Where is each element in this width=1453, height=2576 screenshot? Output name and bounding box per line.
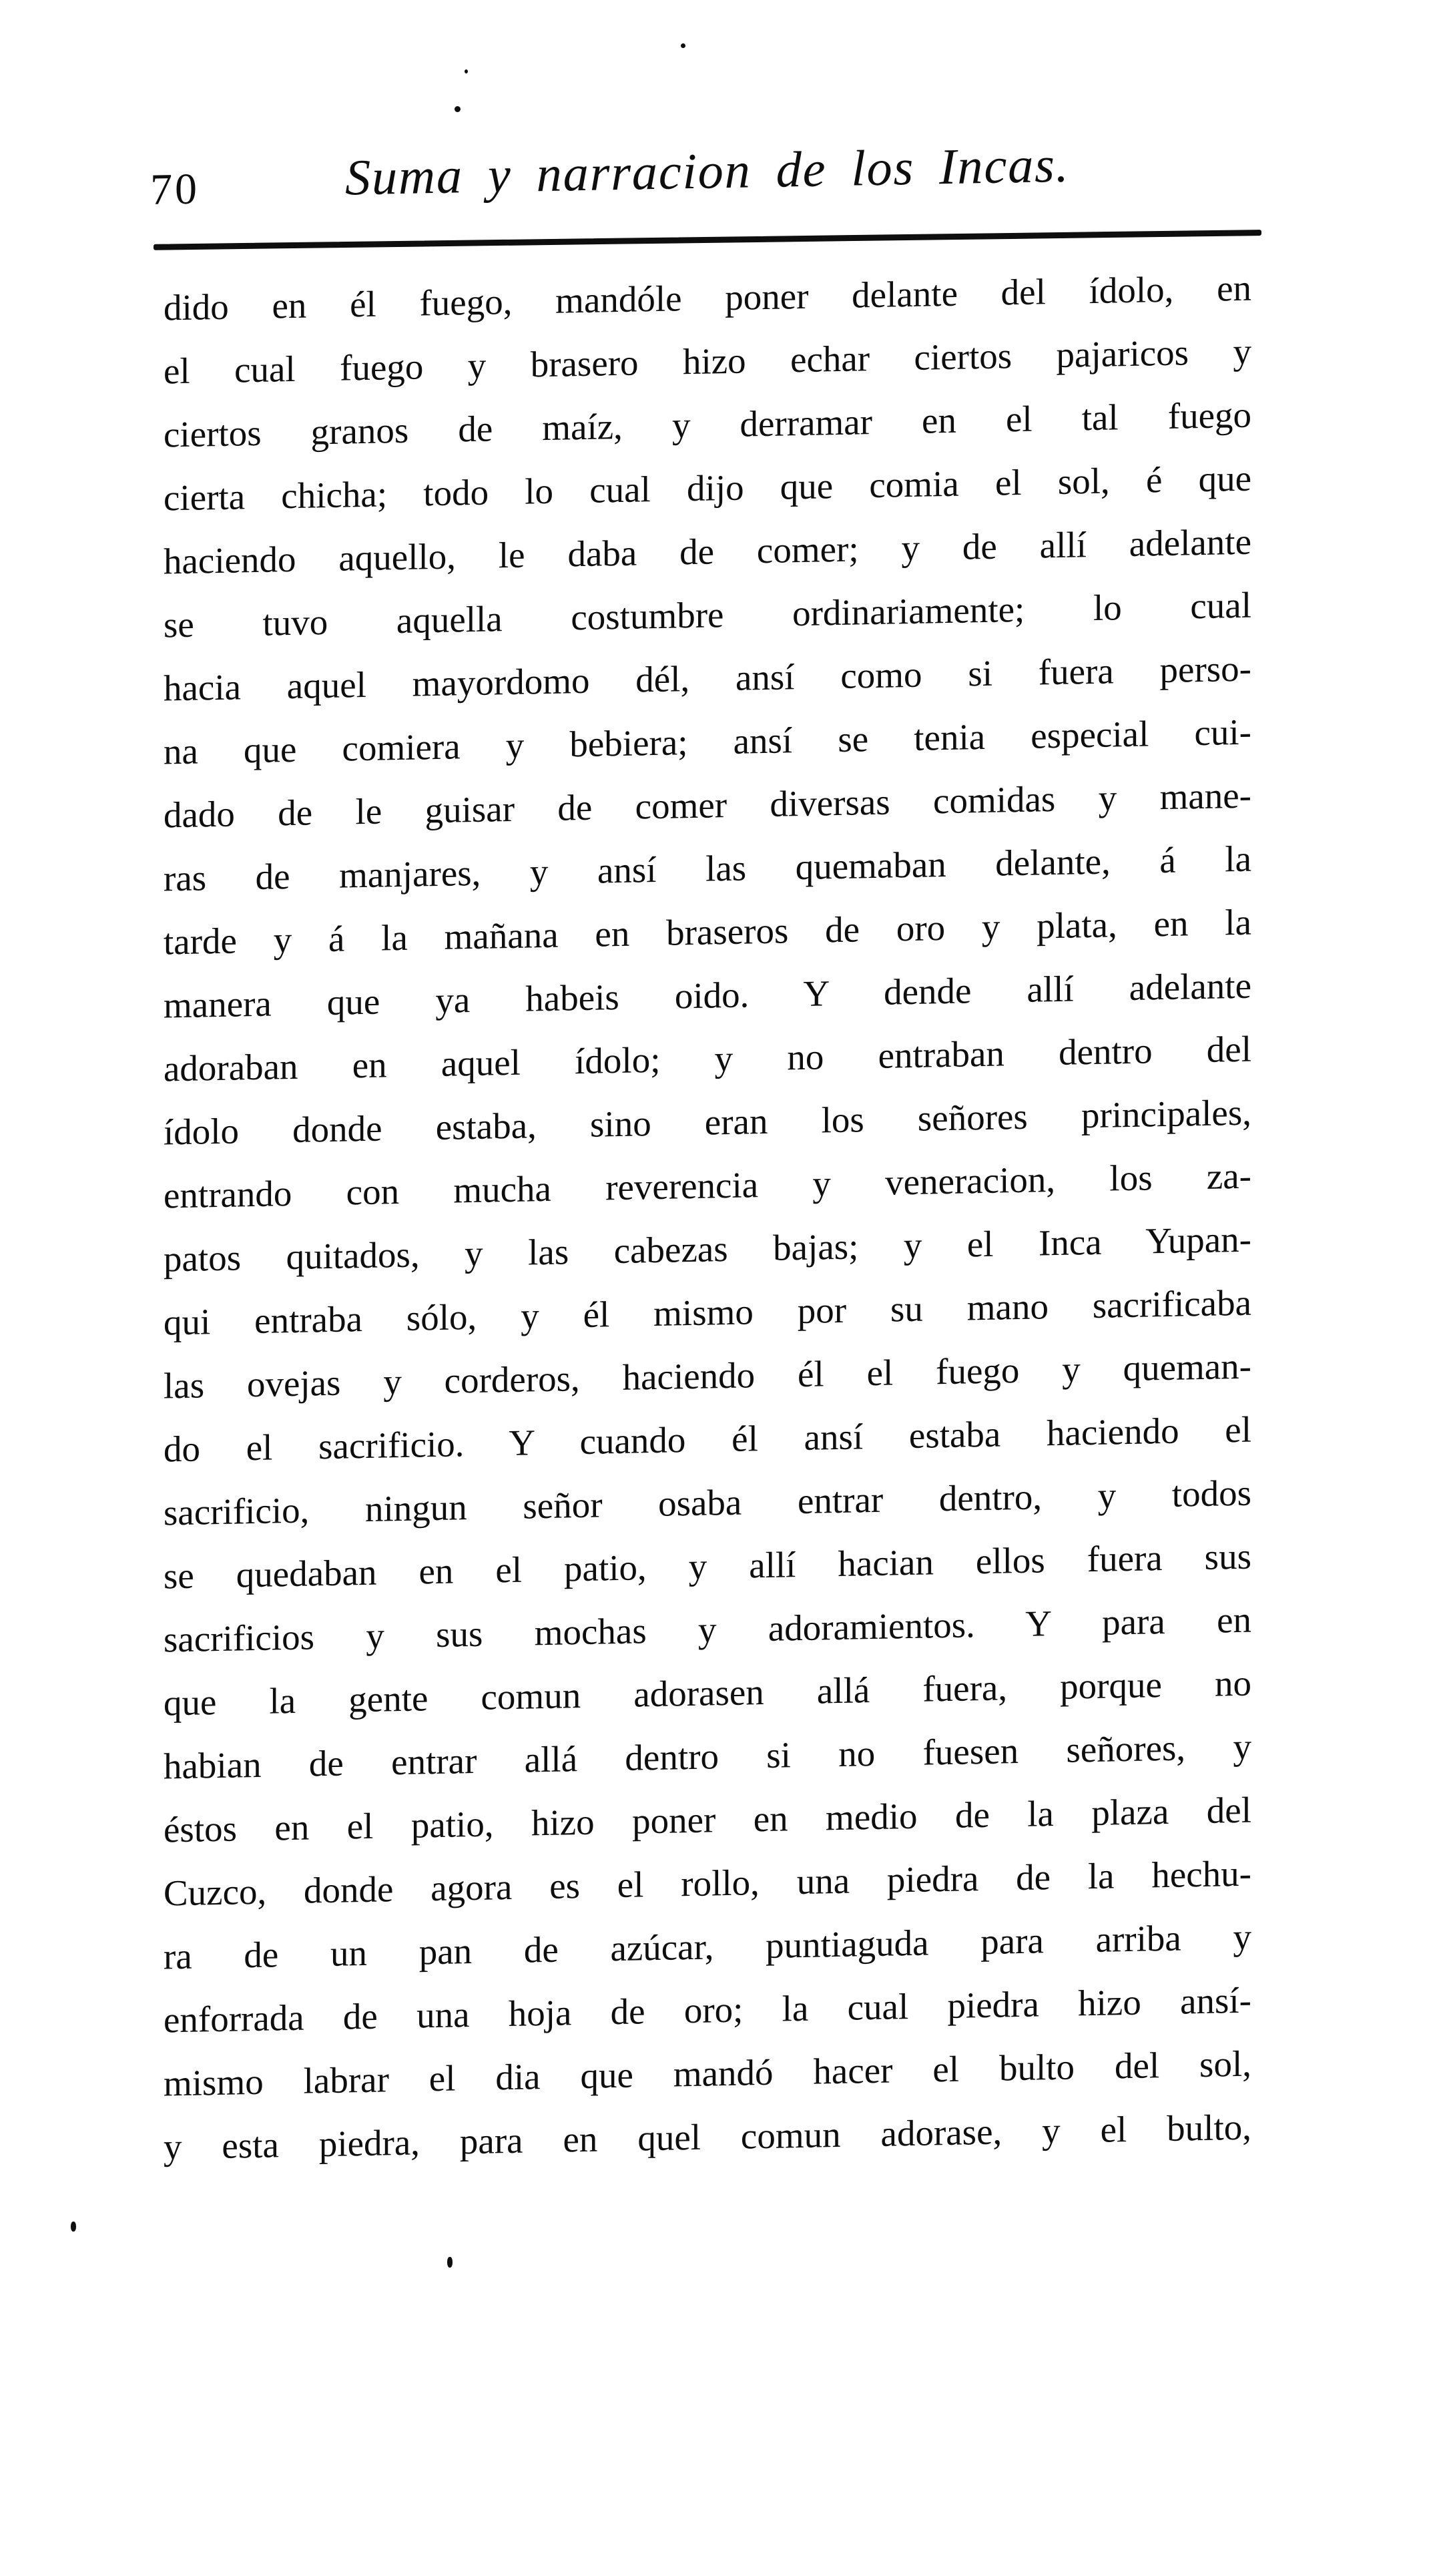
running-title: Suma y narracion de los Incas. xyxy=(345,136,1070,206)
text-line: manera que ya habeis oido. Y dende allí adelante xyxy=(164,965,1251,1026)
text-line: las ovejas y corderos, haciendo él el fuego y queman- xyxy=(164,1345,1251,1406)
text-line: habian de entrar allá dentro si no fuesen señores, y xyxy=(164,1726,1251,1787)
text-line: entrando con mucha reverencia y veneracion, los za- xyxy=(164,1155,1251,1216)
text-line: patos quitados, y las cabezas bajas; y el Inca Yupan- xyxy=(164,1218,1251,1280)
text-line: ra de un pan de azúcar, puntiaguda para arriba y xyxy=(164,1916,1251,1977)
ink-speck xyxy=(681,43,685,48)
page-number: 70 xyxy=(150,164,200,214)
text-line: se tuvo aquella costumbre ordinariamente; lo cual xyxy=(164,584,1251,646)
text-line: y esta piedra, para en quel comun adorase, y el bulto, xyxy=(164,2106,1251,2167)
ink-speck xyxy=(455,106,461,112)
text-line: hacia aquel mayordomo dél, ansí como si fuera perso- xyxy=(164,648,1251,709)
text-line: Cuzco, donde agora es el rollo, una piedra de la hechu- xyxy=(164,1852,1251,1914)
text-line: sacrificio, ningun señor osaba entrar dentro, y todos xyxy=(164,1472,1251,1533)
text-line: haciendo aquello, le daba de comer; y de allí adelante xyxy=(164,521,1251,582)
body-text xyxy=(164,256,1251,2179)
text-line: que la gente comun adorasen allá fuera, porque no xyxy=(164,1662,1251,1724)
text-line: éstos en el patio, hizo poner en medio de la plaza del xyxy=(164,1789,1251,1850)
text-line: dado de le guisar de comer diversas comidas y mane- xyxy=(164,774,1251,836)
text-line: qui entraba sólo, y él mismo por su mano sacrificaba xyxy=(164,1282,1251,1343)
header-rule xyxy=(154,230,1261,250)
ink-speck xyxy=(71,2222,76,2232)
text-line: do el sacrificio. Y cuando él ansí estaba haciendo el xyxy=(164,1408,1251,1470)
text-line: se quedaban en el patio, y allí hacian ellos fuera sus xyxy=(164,1535,1251,1597)
text-line: adoraban en aquel ídolo; y no entraban dentro del xyxy=(164,1028,1251,1089)
text-line: dido en él fuego, mandóle poner delante del ídolo, en xyxy=(164,267,1251,328)
text-line: ras de manjares, y ansí las quemaban delante, á la xyxy=(164,838,1251,899)
text-line: na que comiera y bebiera; ansí se tenia especial cui- xyxy=(164,711,1251,772)
text-line: tarde y á la mañana en braseros de oro y plata, en la xyxy=(164,901,1251,963)
ink-speck xyxy=(465,69,468,73)
text-line: ídolo donde estaba, sino eran los señores principales, xyxy=(164,1091,1251,1153)
ink-speck xyxy=(447,2257,453,2268)
text-line: el cual fuego y brasero hizo echar ciertos pajaricos y xyxy=(164,330,1251,392)
text-line: enforrada de una hoja de oro; la cual piedra hizo ansí- xyxy=(164,1979,1251,2041)
text-line: cierta chicha; todo lo cual dijo que comia el sol, é que xyxy=(164,457,1251,519)
text-line: sacrificios y sus mochas y adoramientos. Y para en xyxy=(164,1599,1251,1660)
text-line: ciertos granos de maíz, y derramar en el tal fuego xyxy=(164,394,1251,455)
text-line: mismo labrar el dia que mandó hacer el bulto del sol, xyxy=(164,2043,1251,2104)
